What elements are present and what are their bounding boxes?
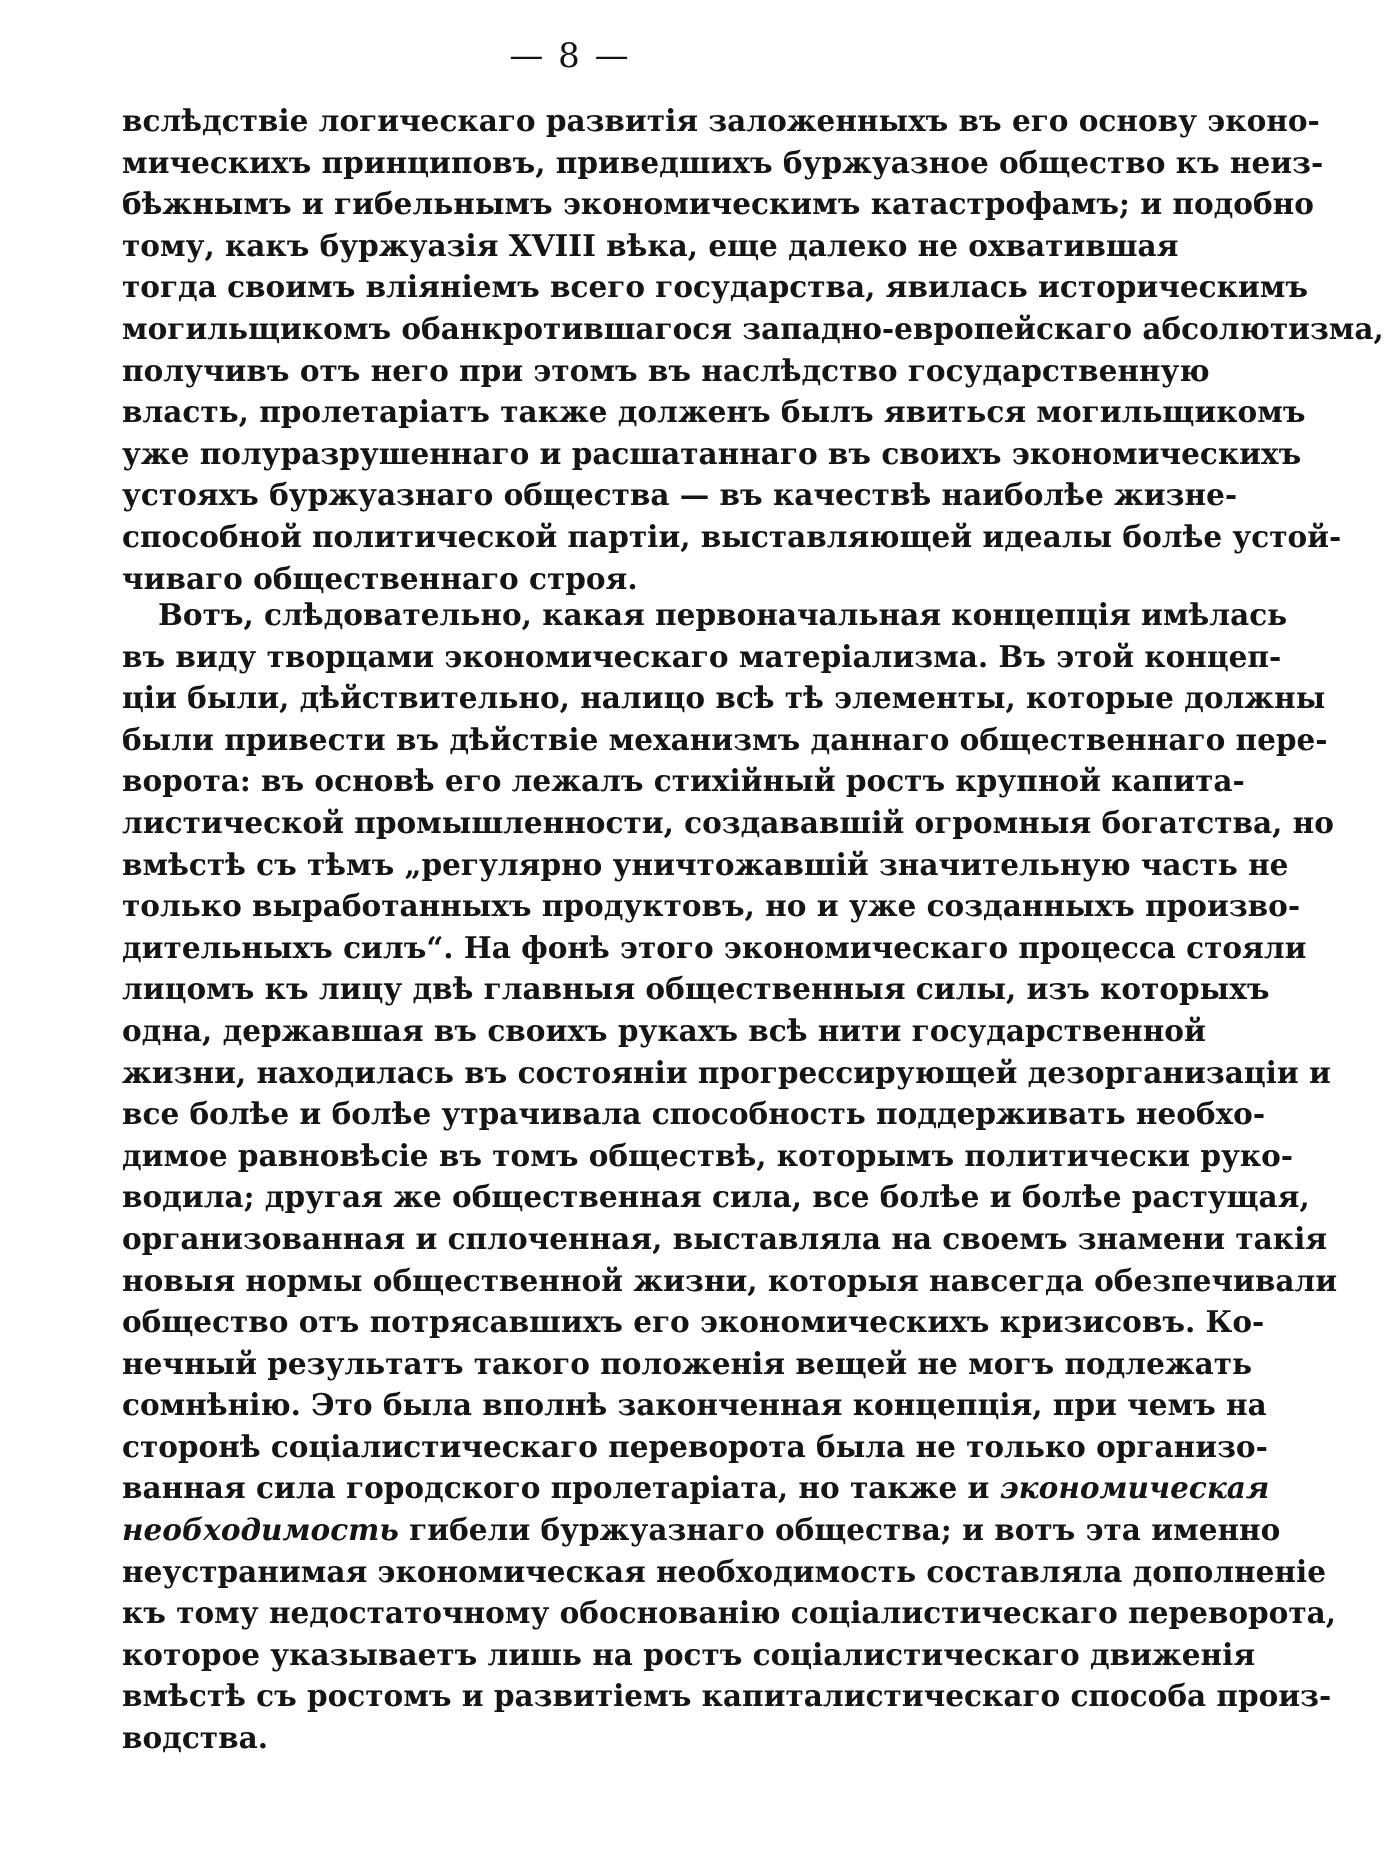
text-line: лицомъ къ лицу двѣ главныя общественныя силы, изъ которыхъ xyxy=(122,971,1270,1007)
text-line: нечный результатъ такого положенія вещей не могъ подлежать xyxy=(122,1345,1253,1381)
text-line: организованная и сплоченная, выставляла на своемъ знамени такія xyxy=(122,1220,1328,1256)
text-line: Вотъ, слѣдовательно, какая первоначальная концепція имѣлась xyxy=(158,597,1288,632)
italic-emphasis: необходимость xyxy=(122,1512,399,1548)
text-line: тому, какъ буржуазія XVIII вѣка, еще далеко не охватившая xyxy=(122,227,1179,263)
text-line: водила; другая же общественная сила, все болѣе и болѣе растущая, xyxy=(122,1179,1310,1215)
text-line: димое равновѣсіе въ томъ обществѣ, которымъ политически руко- xyxy=(122,1137,1294,1173)
text-line: устояхъ буржуазнаго общества — въ качествѣ наиболѣе жизне- xyxy=(122,477,1238,513)
text-segment: ванная сила городского пролетаріата, но также и xyxy=(122,1470,990,1506)
text-line: мическихъ принциповъ, приведшихъ буржуазное общество къ неиз- xyxy=(122,144,1324,180)
text-line: чиваго общественнаго строя. xyxy=(122,560,638,596)
text-line: получивъ отъ него при этомъ въ наслѣдство государственную xyxy=(122,352,1210,388)
text-line: дительныхъ силъ“. На фонѣ этого экономическаго процесса стояли xyxy=(122,929,1307,965)
text-line: жизни, находилась въ состояніи прогрессирующей дезорганизаціи и xyxy=(122,1054,1331,1090)
text-line xyxy=(122,1467,1270,1509)
text-line: къ тому недостаточному обоснованію соціалистическаго переворота, xyxy=(122,1595,1336,1631)
page-number: — 8 — xyxy=(509,36,631,76)
paragraph-2 xyxy=(122,594,1338,1759)
text-line: новыя нормы общественной жизни, которыя навсегда обезпечивали xyxy=(122,1262,1338,1298)
text-line xyxy=(122,1509,1281,1551)
text-line: тогда своимъ вліяніемъ всего государства, явилась историческимъ xyxy=(122,269,1309,305)
text-line: водства. xyxy=(122,1720,268,1756)
text-line: вмѣстѣ съ ростомъ и развитіемъ капиталистическаго способа произ- xyxy=(122,1678,1332,1714)
text-line: одна, державшая въ своихъ рукахъ всѣ нити государственной xyxy=(122,1012,1206,1048)
text-line: листической промышленности, создававшій огромныя богатства, но xyxy=(122,804,1334,840)
text-line: сторонѣ соціалистическаго переворота была не только организо- xyxy=(122,1428,1268,1464)
text-line: неустранимая экономическая необходимость составляла дополненіе xyxy=(122,1553,1326,1589)
text-segment: гибели буржуазнаго общества; и вотъ эта именно xyxy=(409,1512,1281,1548)
text-line: которое указываетъ лишь на ростъ соціалистическаго движенія xyxy=(122,1636,1256,1672)
text-line: способной политической партіи, выставляющей идеалы болѣе устой- xyxy=(122,518,1342,554)
text-line: уже полуразрушеннаго и расшатаннаго въ своихъ экономическихъ xyxy=(122,435,1302,471)
text-line: были привести въ дѣйствіе механизмъ даннаго общественнаго пере- xyxy=(122,721,1328,757)
text-line: сомнѣнію. Это была вполнѣ законченная концепція, при чемъ на xyxy=(122,1387,1267,1423)
text-line: ворота: въ основѣ его лежалъ стихійный ростъ крупной капита- xyxy=(122,763,1245,799)
text-line: вслѣдствіе логическаго развитія заложенныхъ въ его основу эконо- xyxy=(122,103,1320,138)
text-line: общество отъ потрясавшихъ его экономическихъ кризисовъ. Ко- xyxy=(122,1304,1265,1340)
italic-emphasis: экономическая xyxy=(999,1470,1270,1506)
paragraph-1 xyxy=(122,100,1384,599)
text-line: ціи были, дѣйствительно, налицо всѣ тѣ элементы, которые должны xyxy=(122,680,1326,716)
text-line: только выработанныхъ продуктовъ, но и уже созданныхъ произво- xyxy=(122,888,1301,924)
text-line: могильщикомъ обанкротившагося западно-европейскаго абсолютизма, xyxy=(122,310,1384,346)
text-line: въ виду творцами экономическаго матеріализма. Въ этой концеп- xyxy=(122,638,1282,674)
text-line: бѣжнымъ и гибельнымъ экономическимъ катастрофамъ; и подобно xyxy=(122,186,1314,222)
text-line: вмѣстѣ съ тѣмъ „регулярно уничтожавшій значительную часть не xyxy=(122,846,1289,882)
text-line: власть, пролетаріатъ также долженъ былъ явиться могильщикомъ xyxy=(122,394,1306,430)
text-line: все болѣе и болѣе утрачивала способность поддерживать необхо- xyxy=(122,1096,1266,1132)
